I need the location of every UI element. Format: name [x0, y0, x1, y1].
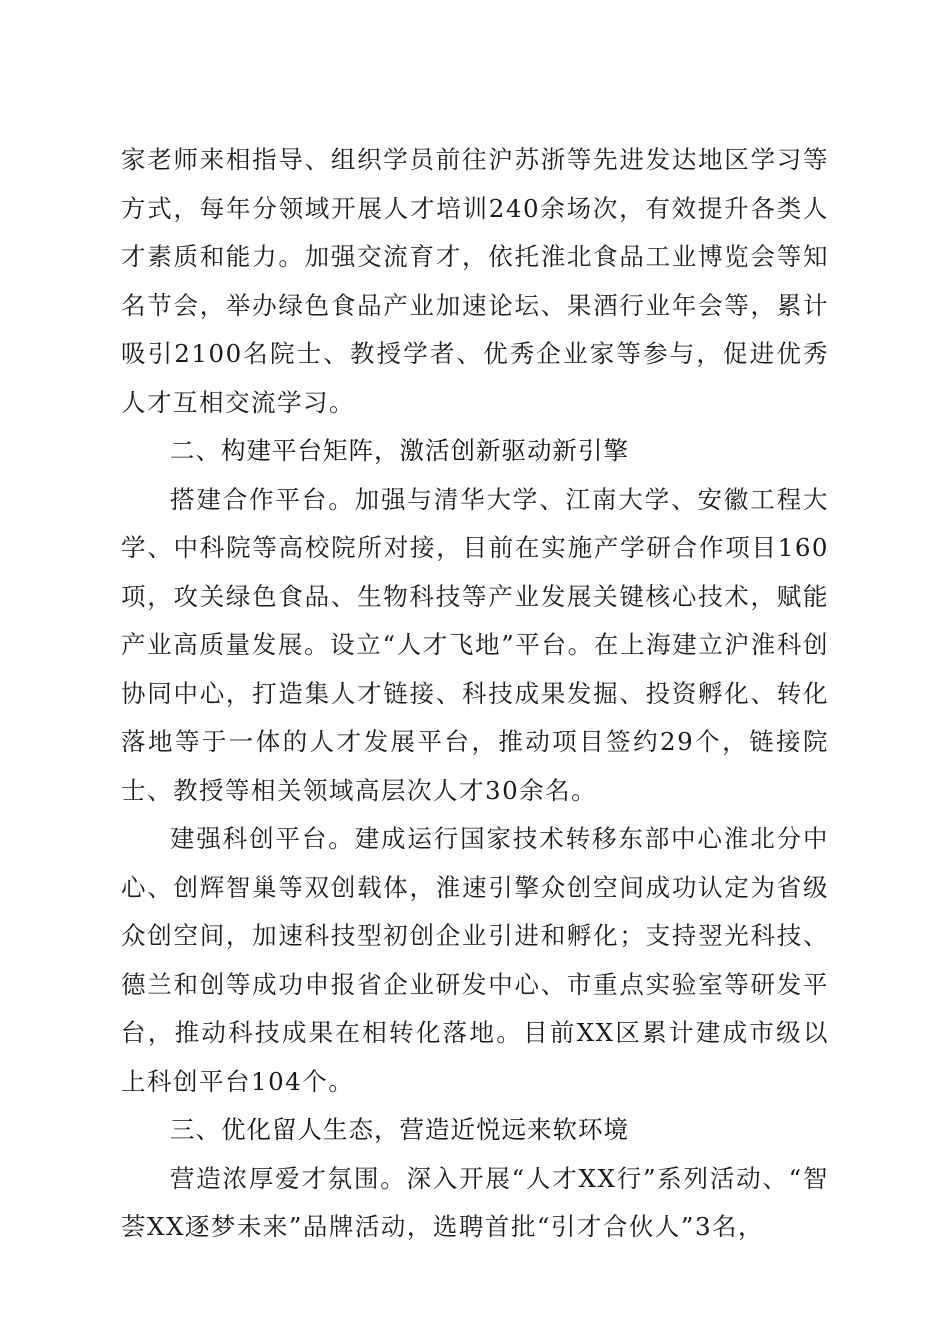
section-heading-talent-ecosystem: 三、优化留人生态，营造近悦远来软环境 — [170, 1115, 629, 1144]
section-heading-platform-matrix: 二、构建平台矩阵，激活创新驱动新引擎 — [170, 436, 629, 465]
paragraph-innovation-platform: 建强科创平台。建成运行国家技术转移东部中心淮北分中心、创辉智巢等双创载体，淮速引擎众创空间成功认定为省级众创空间，加速科技型初创企业引进和孵化；支持翌光科技、德兰和创等成功申报省企业研发中心、市重点实验室等研发平台，推动科技成果在相转化落地。目前XX区累计建成市级以上科创平台104个。 — [121, 824, 829, 1096]
paragraph-cooperation-platform: 搭建合作平台。加强与清华大学、江南大学、安徽工程大学、中科院等高校院所对接，目前在实施产学研合作项目160项，攻关绿色食品、生物科技等产业发展关键核心技术，赋能产业高质量发展。设立“人才飞地”平台。在上海建立沪淮科创协同中心，打造集人才链接、科技成果发掘、投资孵化、转化落地等于一体的人才发展平台，推动项目签约29个，链接院士、教授等相关领域高层次人才30余名。 — [121, 484, 829, 805]
paragraph-talent-atmosphere: 营造浓厚爱才氛围。深入开展“人才XX行”系列活动、“智荟XX逐梦未来”品牌活动，选聘首批“引才合伙人”3名， — [121, 1163, 829, 1241]
document-body — [121, 136, 829, 1252]
paragraph-training-continued: 家老师来相指导、组织学员前往沪苏浙等先进发达地区学习等方式，每年分领域开展人才培训240余场次，有效提升各类人才素质和能力。加强交流育才，依托淮北食品工业博览会等知名节会，举办绿色食品产业加速论坛、果酒行业年会等，累计吸引2100名院士、教授学者、优秀企业家等参与，促进优秀人才互相交流学习。 — [121, 145, 829, 417]
